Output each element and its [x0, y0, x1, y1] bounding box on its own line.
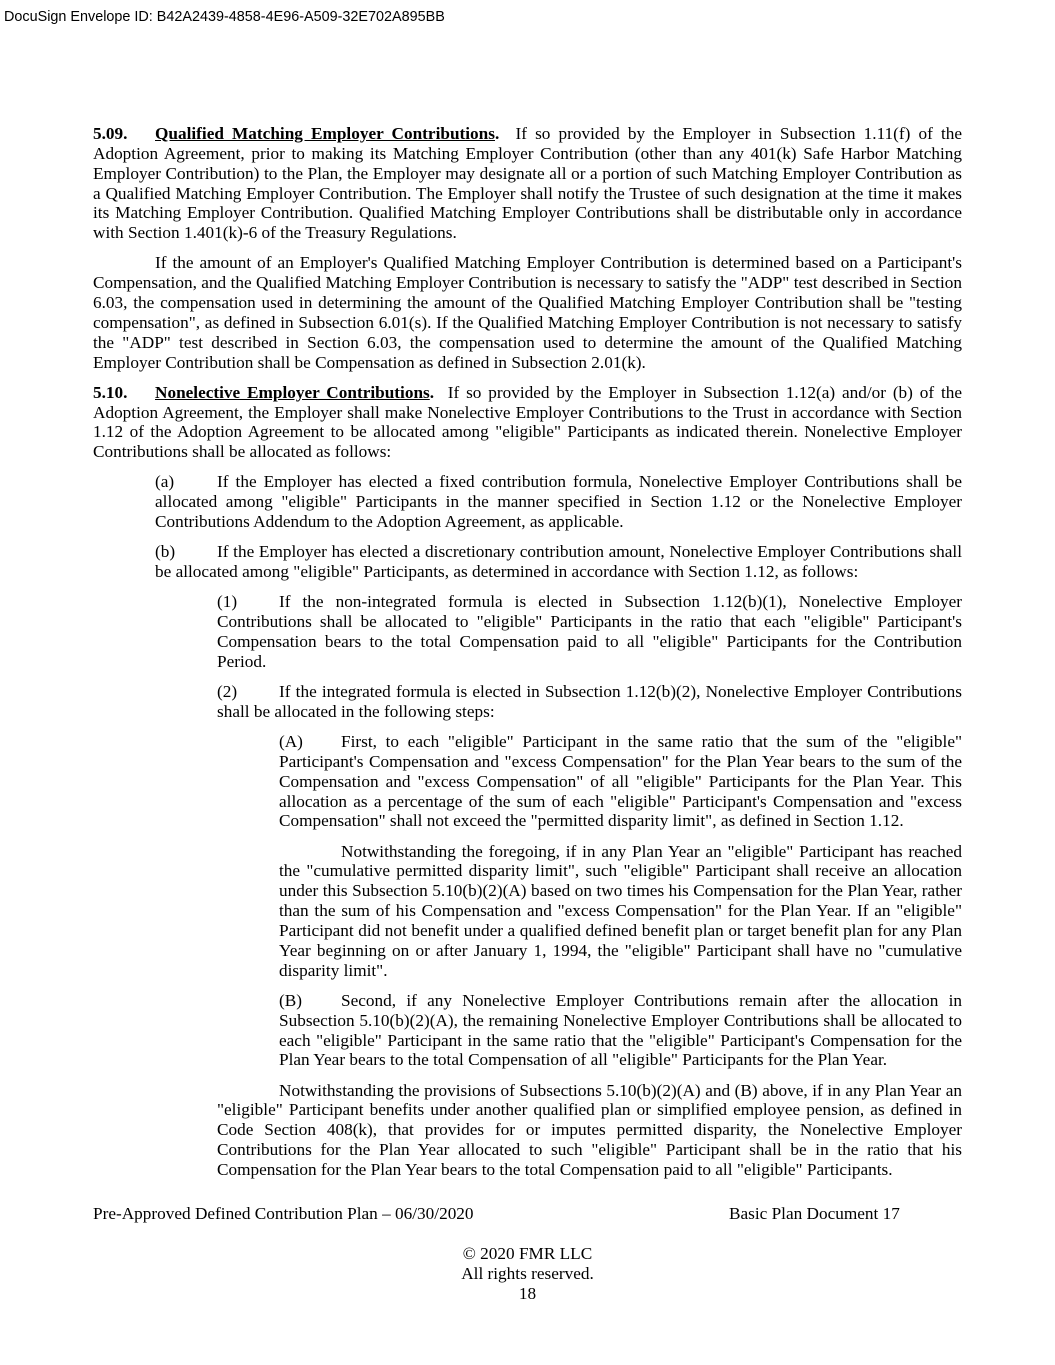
section-5-09-paragraph: [93, 124, 962, 243]
item-label: (B): [279, 990, 302, 1010]
docusign-envelope-header: DocuSign Envelope ID: B42A2439-4858-4E96-A509-32E702A895BB: [4, 9, 445, 25]
footer-document-title: Pre-Approved Defined Contribution Plan – 06/30/2020: [93, 1204, 474, 1223]
section-5-10-paragraph: [93, 383, 962, 462]
footer-copyright: © 2020 FMR LLC: [462, 1244, 593, 1263]
section-title-period: .: [494, 124, 500, 143]
section-5-09-paragraph-2: If the amount of an Employer's Qualified Matching Employer Contribution is determined based on a Participant's Compensation, and the Qualified Matching Employer Contribution is necessary to satisfy the "ADP" test described in Section 6.03, the compensation used in determining the amount of the Qualified Matching Employer Contribution shall be "testing compensation", as defined in Subsection 6.01(s). If the Qualified Matching Employer Contribution is not necessary to satisfy the "ADP" test described in Section 6.03, the compensation used to determine the amount of the Qualified Matching Employer Contribution shall be Compensation as defined in Subsection 2.01(k).: [93, 253, 962, 372]
item-b-2-A-note: Notwithstanding the foregoing, if in any Plan Year an "eligible" Participant has reached the "cumulative permitted disparity limit", such "eligible" Participant shall receive an allocation under this Subsection 5.10(b)(2)(A) based on two times his Compensation for the Plan Year, rather than the sum of his Compensation and "excess Compensation" for the Plan Year. If an "eligible" Participant did not benefit under a qualified defined benefit plan or target benefit plan for any Plan Year beginning on or after January 1, 1994, the "eligible" Participant shall have no "cumulative disparity limit".: [279, 841, 962, 980]
item-a: [155, 472, 962, 532]
item-text: If the Employer has elected a fixed contribution formula, Nonelective Employer Contributions shall be allocated among "eligible" Participants in the manner specified in Section 1.12 or the Nonelective Employer Contributions Addendum to the Adoption Agreement, as applicable.: [155, 472, 962, 532]
document-body: [93, 124, 962, 1190]
item-b-2: [217, 682, 962, 722]
section-title-period: .: [429, 382, 435, 402]
item-label: (1): [217, 592, 238, 612]
item-text: Second, if any Nonelective Employer Contributions remain after the allocation in Subsection 5.10(b)(2)(A), the remaining Nonelective Employer Contributions shall be allocated to each "eligible" Participant in the same ratio that the "eligible" Participant's Compensation for the Plan Year bears to the total Compensation of all "eligible" Participants for the Plan Year.: [279, 990, 962, 1070]
item-b-2-B: [279, 991, 962, 1070]
section-body: If so provided by the Employer in Subsection 1.12(a) and/or (b) of the Adoption Agreement, the Employer shall make Nonelective Employer Contributions to the Trust in accordance with Section 1.12 of the Adoption Agreement to be allocated among "eligible" Participants as indicated therein. Nonelective Employer Contributions shall be allocated as follows:: [93, 382, 962, 462]
item-text: First, to each "eligible" Participant in the same ratio that the sum of the "eligible" Participant's Compensation and "excess Compensation" for the Plan Year bears to the sum of the Compensation and "excess Compensation" of all "eligible" Participants for the Plan Year. This allocation as a percentage of the sum of each "eligible" Participant's Compensation and "excess Compensation" shall not exceed the "permitted disparity limit", as defined in Section 1.12.: [279, 732, 962, 831]
footer-rights: All rights reserved.: [461, 1264, 594, 1283]
item-b: [155, 542, 962, 582]
section-number: 5.10.: [93, 382, 128, 402]
section-number: 5.09.: [93, 124, 128, 143]
item-text: If the Employer has elected a discretionary contribution amount, Nonelective Employer Contributions shall be allocated among "eligible" Participants, as determined in accordance with Section 1.12, as follows:: [155, 542, 962, 582]
item-b-2-A: [279, 732, 962, 831]
footer-copyright-block: [0, 1244, 1055, 1304]
item-text: If the non-integrated formula is elected in Subsection 1.12(b)(1), Nonelective Employer Contributions shall be allocated to "eligible" Participants in the ratio that each "eligible" Participant's Compensation bears to the total Compensation paid to all "eligible" Participants for the Contribution Period.: [217, 592, 962, 671]
item-label: (2): [217, 682, 238, 702]
item-label: (b): [155, 542, 176, 562]
item-b-2-note: Notwithstanding the provisions of Subsections 5.10(b)(2)(A) and (B) above, if in any Plan Year an "eligible" Participant benefits under another qualified plan or simplified employee pension, as defined in Code Section 408(k), that provides for or imputes permitted disparity, the Nonelective Employer Contributions for the Plan Year allocated to such "eligible" Participant shall be in the ratio that his Compensation for the Plan Year bears to the total Compensation paid to all "eligible" Participants.: [217, 1080, 962, 1179]
section-title: Qualified Matching Employer Contributions: [155, 124, 495, 143]
item-text: If the integrated formula is elected in Subsection 1.12(b)(2), Nonelective Employer Contributions shall be allocated in the following steps:: [217, 682, 962, 721]
page-number: 18: [518, 1284, 537, 1303]
item-label: (A): [279, 732, 303, 752]
item-label: (a): [155, 472, 175, 492]
section-title: Nonelective Employer Contributions: [155, 382, 430, 402]
footer-document-page: Basic Plan Document 17: [729, 1204, 900, 1223]
item-b-1: [217, 592, 962, 671]
section-body: If so provided by the Employer in Subsection 1.11(f) of the Adoption Agreement, prior to making its Matching Employer Contribution (other than any 401(k) Safe Harbor Matching Employer Contribution) to the Plan, the Employer may designate all or a portion of such Matching Employer Contribution as a Qualified Matching Employer Contribution. The Employer shall notify the Trustee of such designation at the time it makes its Matching Employer Contribution. Qualified Matching Employer Contributions shall be distributable only in accordance with Section 1.401(k)-6 of the Treasury Regulations.: [93, 124, 962, 243]
